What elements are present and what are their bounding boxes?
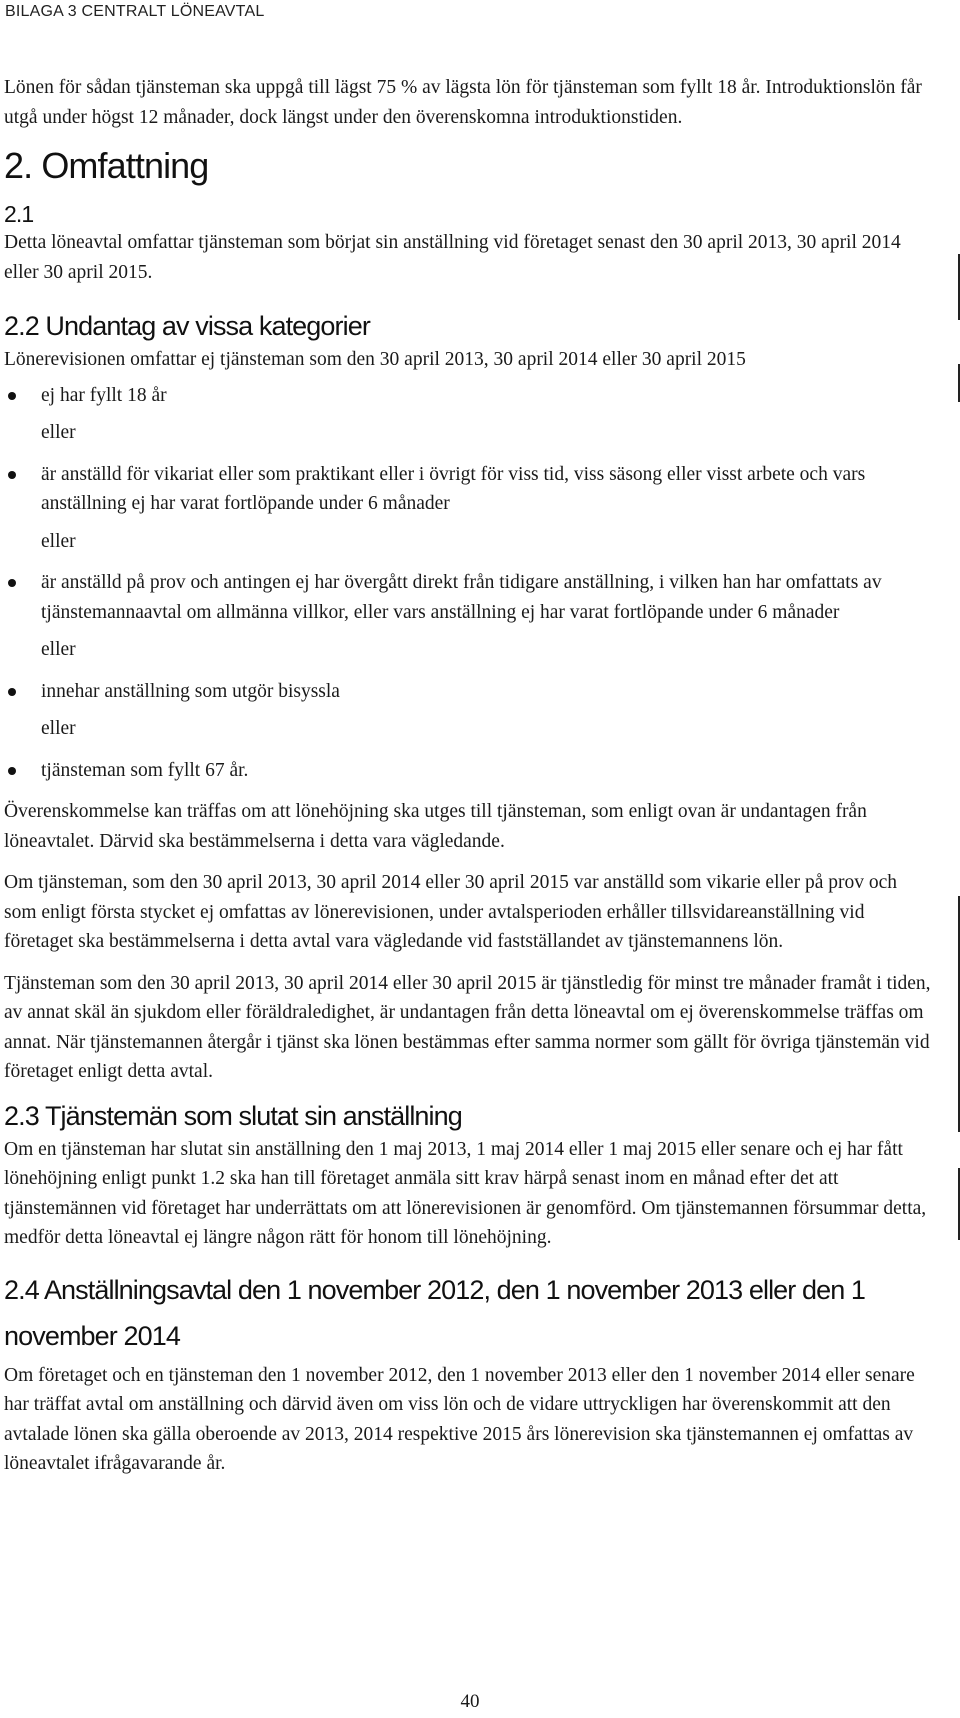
intro-paragraph: Lönen för sådan tjänsteman ska uppgå till lägst 75 % av lägsta lön för tjänsteman som fyllt 18 år. Introduktionslön får utgå under högst 12 månader, dock längst under den överenskomna introduktionstiden. [4,77,922,128]
page-number: 40 [460,1691,480,1712]
list-separator: eller [41,530,76,552]
list-item-text: är anställd för vikariat eller som praktikant eller i övrigt för viss tid, viss säsong eller visst arbete och vars anställning ej har varat fortlöpande under 6 månader [41,463,866,514]
bullet-icon [8,688,16,696]
list-item [4,381,934,411]
list-item-text: tjänsteman som fyllt 67 år. [41,759,249,781]
leave-paragraph: Tjänsteman som den 30 april 2013, 30 april 2014 eller 30 april 2015 är tjänstledig för minst tre månader framåt i tiden, av annat skäl än sjukdom eller föräldraledighet, är undantagen från detta löneavtal om ej överenskommelse träffas om annat. När tjänstemannen återgår i tjänst ska lönen bestämmas efter samma normer som gällt för övriga tjänstemän vid företaget enligt detta avtal. [4,972,931,1082]
agreement-paragraph: Överenskommelse kan träffas om att lönehöjning ska utges till tjänsteman, som enligt ovan är undantagen från löneavtalet. Därvid ska bestämmelserna i detta vara vägledande. [4,801,867,852]
list-separator: eller [41,718,76,739]
subsection-heading-2-4: 2.4 Anställningsavtal den 1 november 2012, den 1 november 2013 eller den 1 november 2014 [4,1274,866,1351]
section-heading-omfattning: 2. Omfattning [4,145,209,186]
list-separator: eller [41,422,76,443]
subsection-heading-2-2: 2.2 Undantag av vissa kategorier [4,311,370,341]
list-item-text: ej har fyllt 18 år [41,384,167,406]
subsection-2-2-lead: Lönerevisionen omfattar ej tjänsteman som den 30 april 2013, 30 april 2014 eller 30 april 2015 [4,349,746,370]
subsection-2-1-paragraph: Detta löneavtal omfattar tjänsteman som börjat sin anställning vid företaget senast den 30 april 2013, 30 april 2014 eller 30 april 2015. [4,232,901,283]
subsection-heading-2-1: 2.1 [4,201,34,227]
list-item [4,460,934,519]
list-item-text: är anställd på prov och antingen ej har övergått direkt från tidigare anställning, i vilken han har omfattats av tjänstemannaavtal om allmänna villkor, eller vars anställning ej har varat fortlöpande under 6 månader [41,572,882,623]
exception-list [4,381,934,786]
subsection-heading-2-3: 2.3 Tjänstemän som slutat sin anställning [4,1100,462,1131]
bullet-icon [8,471,16,479]
list-item [4,568,934,627]
page-content [4,73,934,1479]
subsection-2-4-paragraph: Om företaget och en tjänsteman den 1 november 2012, den 1 november 2013 eller den 1 november 2014 eller senare har träffat avtal om anställning och därvid även om viss lön och de vidare uttryckligen har överenskommit att den avtalade lönen ska gälla oberoende av 2013, 2014 respektive 2015 års lönerevision ska tjänstemannen ej omfattas av löneavtalet ifrågavarande år. [4,1364,915,1474]
substitute-paragraph: Om tjänsteman, som den 30 april 2013, 30 april 2014 eller 30 april 2015 var anställd som vikarie eller på prov och som enligt första stycket ej omfattas av lönerevisionen, under avtalsperioden erhåller tillsvidareanställning vid företaget ska bestämmelserna i detta avtal vara vägledande vid fastställandet av tjänstemannens lön. [4,872,897,952]
bullet-icon [8,767,16,775]
list-item [4,677,934,707]
list-item [4,756,934,786]
subsection-2-3-paragraph: Om en tjänsteman har slutat sin anställning den 1 maj 2013, 1 maj 2014 eller 1 maj 2015 eller senare och ej har fått lönehöjning enligt punkt 1.2 ska han till företaget anmäla sitt krav härpå senast inom en månad efter det att tjänstemännen vid företaget har underrättats om att lönerevisionen är genomförd. Om tjänstemannen försummar detta, medför detta löneavtal ej längre någon rätt för honom till lönehöjning. [4,1138,927,1248]
list-item-text: innehar anställning som utgör bisyssla [41,680,340,702]
bullet-icon [8,392,16,400]
bullet-icon [8,579,16,587]
list-separator: eller [41,639,76,660]
running-header: BILAGA 3 CENTRALT LÖNEAVTAL [5,3,265,20]
